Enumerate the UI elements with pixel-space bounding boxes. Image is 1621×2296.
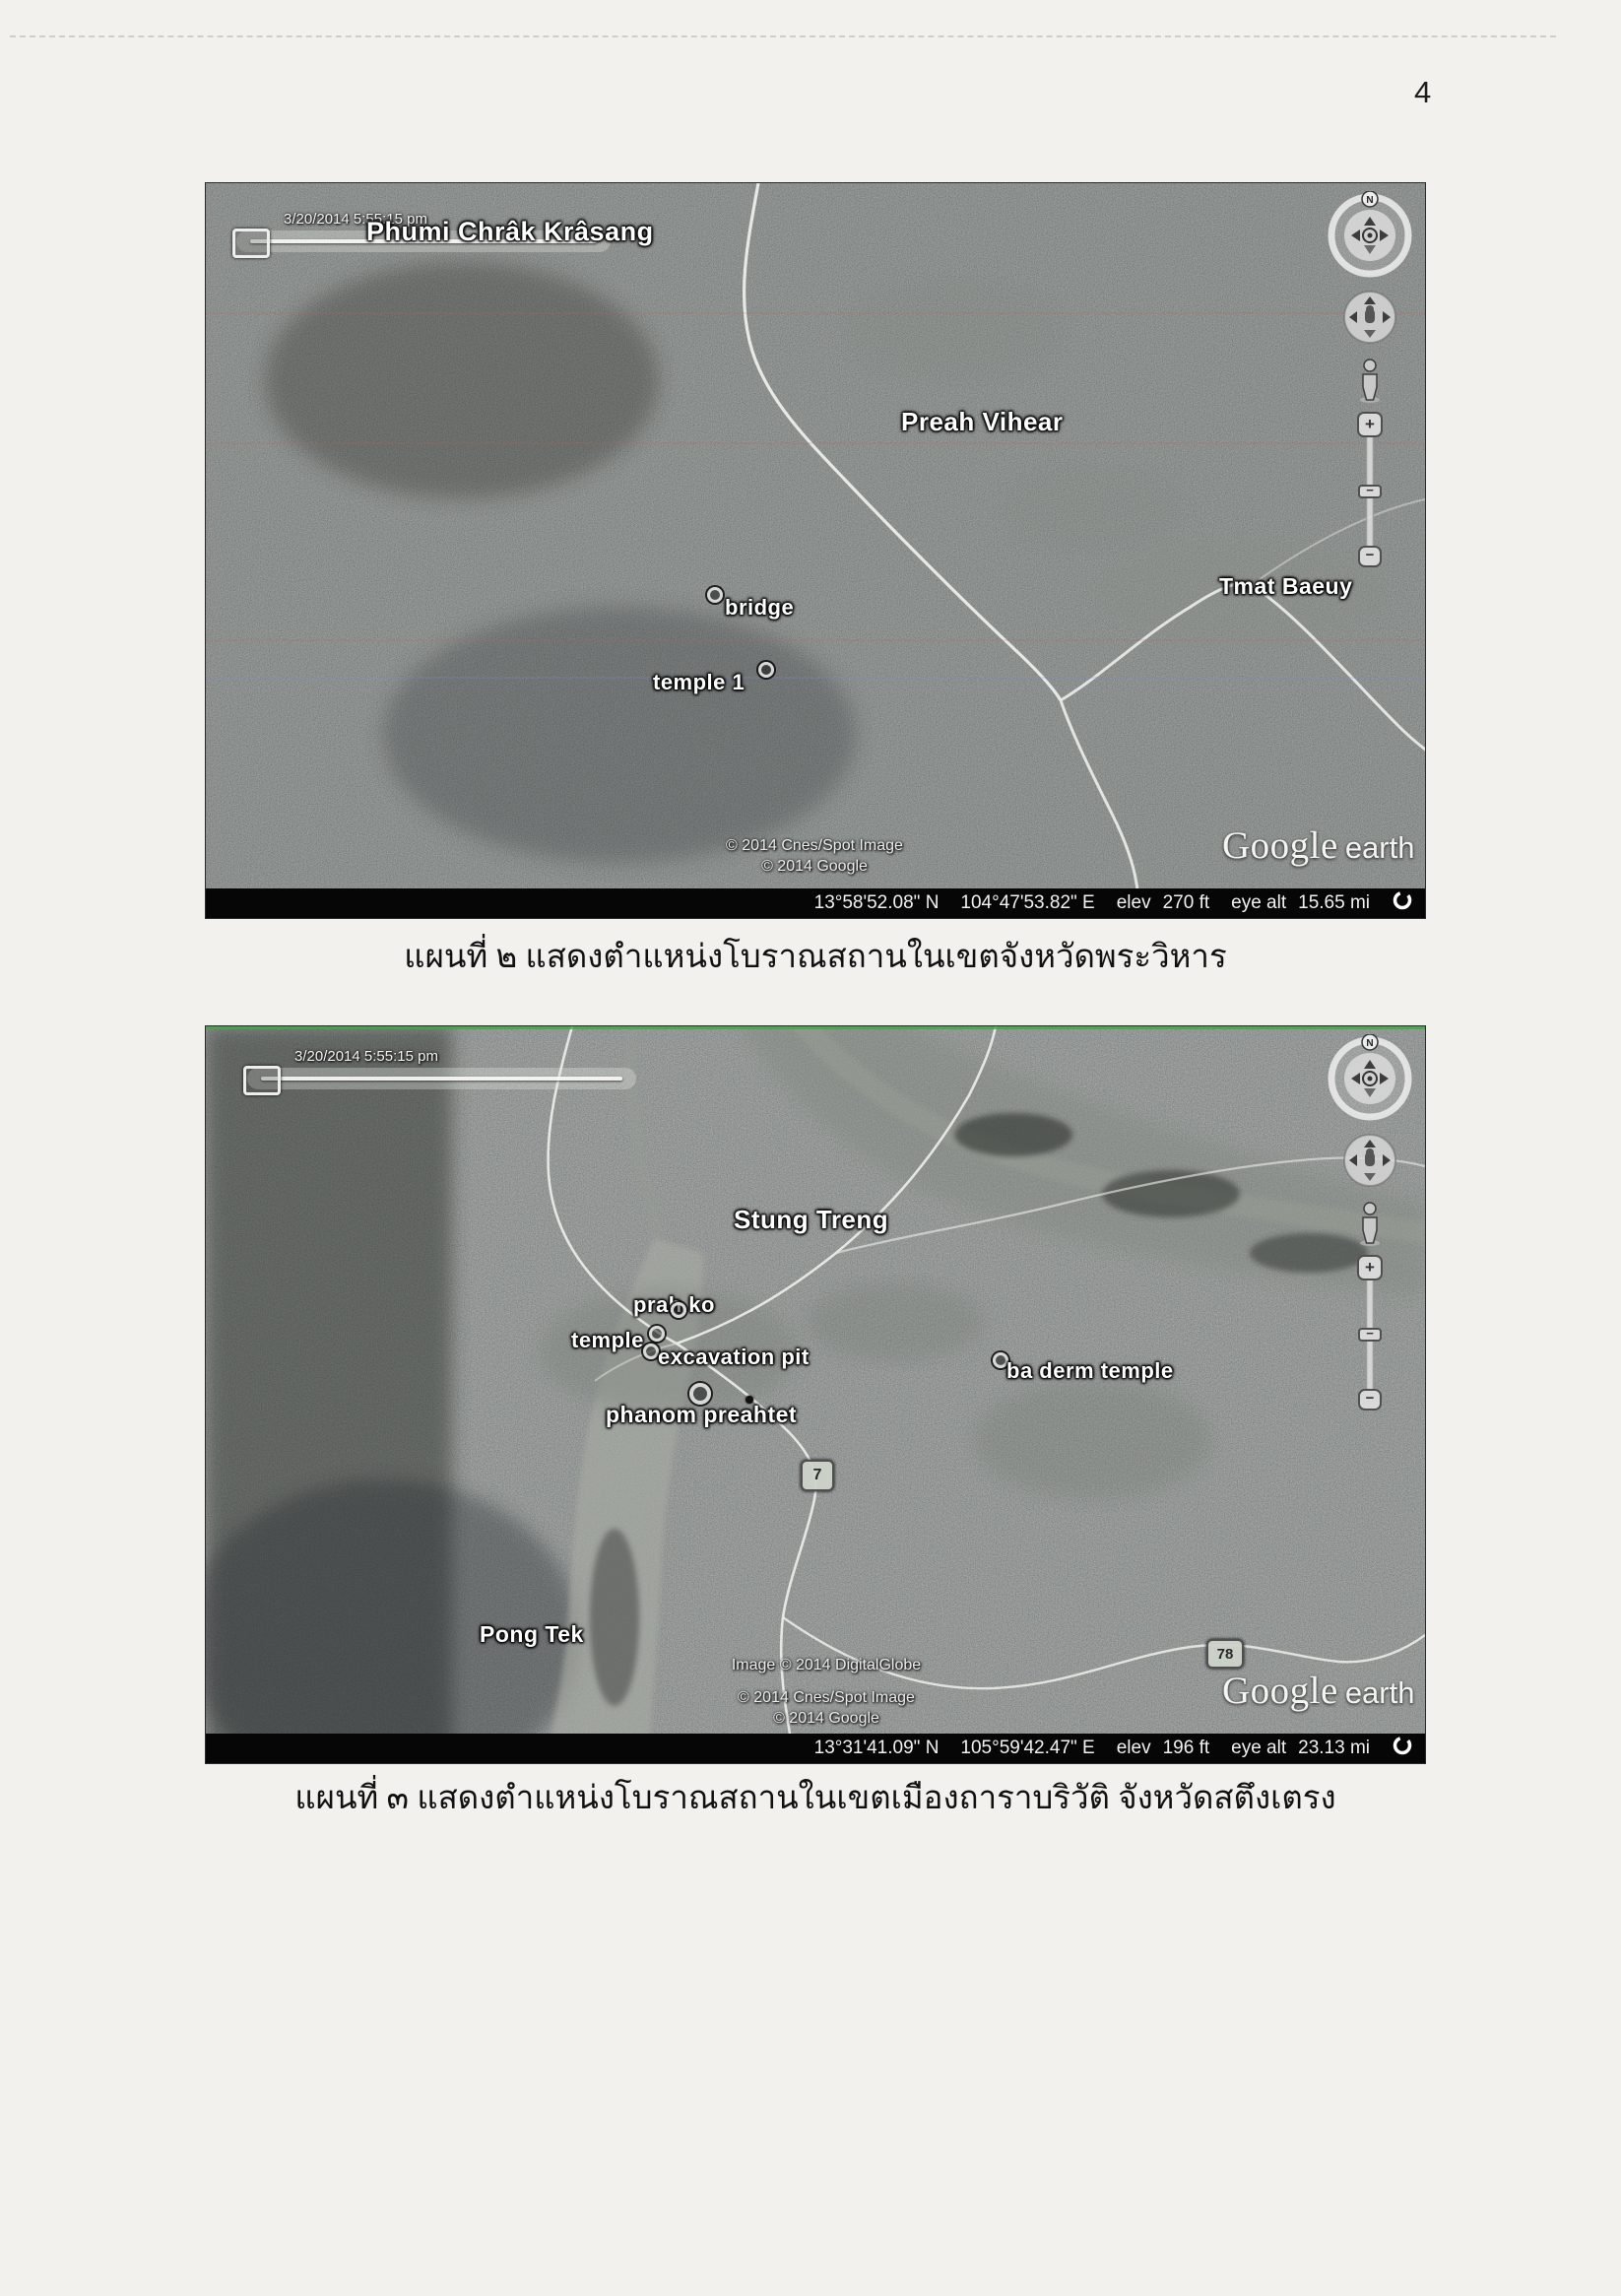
route-78-number: 78 [1216,1645,1234,1663]
map1-satellite-imagery [206,183,1425,918]
scan-artifact-dashed-line [10,35,1556,37]
place-label-pong-tek: Pong Tek [480,1621,584,1647]
zoom-slider[interactable] [1357,1255,1383,1410]
zoom-slider-handle[interactable]: − [1358,485,1382,498]
attribution-line: © 2014 Cnes/Spot Image [726,837,903,854]
place-label-phanom-preahtet: phanom preahtet [606,1402,798,1427]
status-eye-alt-value: 23.13 mi [1298,1738,1370,1758]
place-label-bridge: bridge [725,595,795,620]
place-label-stung-treng: Stung Treng [734,1205,889,1234]
status-elev-label: elev [1116,1738,1151,1758]
map2-navigation-controls [1325,1034,1415,1410]
scan-artifact-green-line [206,1026,1425,1029]
time-slider-track [261,1077,622,1081]
svg-text:N: N [1366,1038,1374,1049]
svg-text:N: N [1366,195,1374,206]
placemark-temple-1[interactable] [758,662,774,678]
place-label-excavation-pit: excavation pit [658,1345,810,1369]
attribution-line: Image © 2014 DigitalGlobe [731,1657,922,1673]
zoom-out-button[interactable]: − [1358,1389,1382,1410]
route-78-shield [1206,1639,1244,1669]
zoom-in-button[interactable]: + [1357,412,1383,437]
zoom-slider-handle[interactable]: − [1358,1328,1382,1342]
page-number: 4 [1414,75,1432,109]
status-eye-alt-label: eye alt [1231,892,1287,913]
map1-navigation-controls [1325,191,1415,567]
map1-caption: แผนที่ ๒ แสดงตำแหน่งโบราณสถานในเขตจังหวัดพระวิหาร [404,940,1227,975]
status-latitude: 13°58'52.08" N [813,892,940,913]
map2-status-bar [206,1734,1425,1763]
status-eye-alt-value: 15.65 mi [1298,892,1370,913]
street-view-pegman-icon[interactable] [1357,358,1383,403]
placemark-temple[interactable] [649,1326,665,1342]
status-latitude: 13°31'41.09" N [813,1738,940,1758]
place-label-temple-1: temple 1 [653,670,746,694]
place-label-temple: temple [571,1328,644,1352]
move-joystick-icon[interactable] [1342,290,1397,345]
status-eye-alt-label: eye alt [1231,1738,1287,1758]
time-slider-timestamp: 3/20/2014 5:55:15 pm [294,1048,438,1065]
zoom-out-button[interactable]: − [1358,546,1382,567]
google-logo-text: Google [1222,1670,1338,1712]
map2-caption: แผนที่ ๓ แสดงตำแหน่งโบราณสถานในเขตเมืองถาราบริวัติ จังหวัดสตึงเตรง [294,1781,1336,1816]
time-slider-bar[interactable] [247,1068,636,1089]
streaming-progress-icon [1392,889,1413,917]
map1-status-bar [206,888,1425,918]
time-slider-timestamp: 3/20/2014 5:55:15 pm [284,211,427,228]
place-label-preah-vihear: Preah Vihear [901,407,1064,436]
time-slider-handle[interactable] [232,229,270,258]
place-label-prah-ko: prah ko [633,1292,715,1317]
status-elev-value: 196 ft [1162,1738,1210,1758]
status-longitude: 105°59'42.47" E [960,1738,1095,1758]
attribution-line: © 2014 Google [773,1710,879,1727]
google-logo-text: Google [1222,824,1338,867]
zoom-slider[interactable] [1357,412,1383,567]
map1-google-earth-viewport[interactable] [206,183,1425,918]
google-earth-logo [1222,823,1414,868]
streaming-progress-icon [1392,1735,1413,1762]
placemark-bridge[interactable] [707,587,723,603]
place-label-phumi-chrak-krasang: Phumi Chrâk Krâsang [366,217,654,246]
placemark-prah-ko[interactable] [671,1302,686,1318]
compass-look-joystick-icon[interactable] [1326,1034,1414,1123]
move-joystick-icon[interactable] [1342,1133,1397,1188]
attribution-line: © 2014 Cnes/Spot Image [738,1689,915,1706]
route-7-shield [801,1460,834,1491]
map2-attribution [718,1655,935,1729]
place-label-ba-derm-temple: ba derm temple [1006,1358,1174,1383]
time-slider-handle[interactable] [243,1066,281,1095]
map2-google-earth-viewport[interactable] [206,1026,1425,1763]
earth-logo-text: earth [1344,830,1415,865]
street-view-pegman-icon[interactable] [1357,1201,1383,1246]
map1-attribution [706,835,923,877]
earth-logo-text: earth [1344,1675,1415,1710]
placemark-temple-2[interactable] [643,1344,659,1359]
place-label-tmat-baeuy: Tmat Baeuy [1219,573,1353,599]
attribution-line: © 2014 Google [761,858,868,875]
status-elev-value: 270 ft [1162,892,1210,913]
zoom-in-button[interactable]: + [1357,1255,1383,1280]
compass-look-joystick-icon[interactable] [1326,191,1414,280]
route-7-number: 7 [812,1467,822,1483]
status-longitude: 104°47'53.82" E [960,892,1095,913]
status-elev-label: elev [1116,892,1151,913]
google-earth-logo [1222,1669,1414,1713]
